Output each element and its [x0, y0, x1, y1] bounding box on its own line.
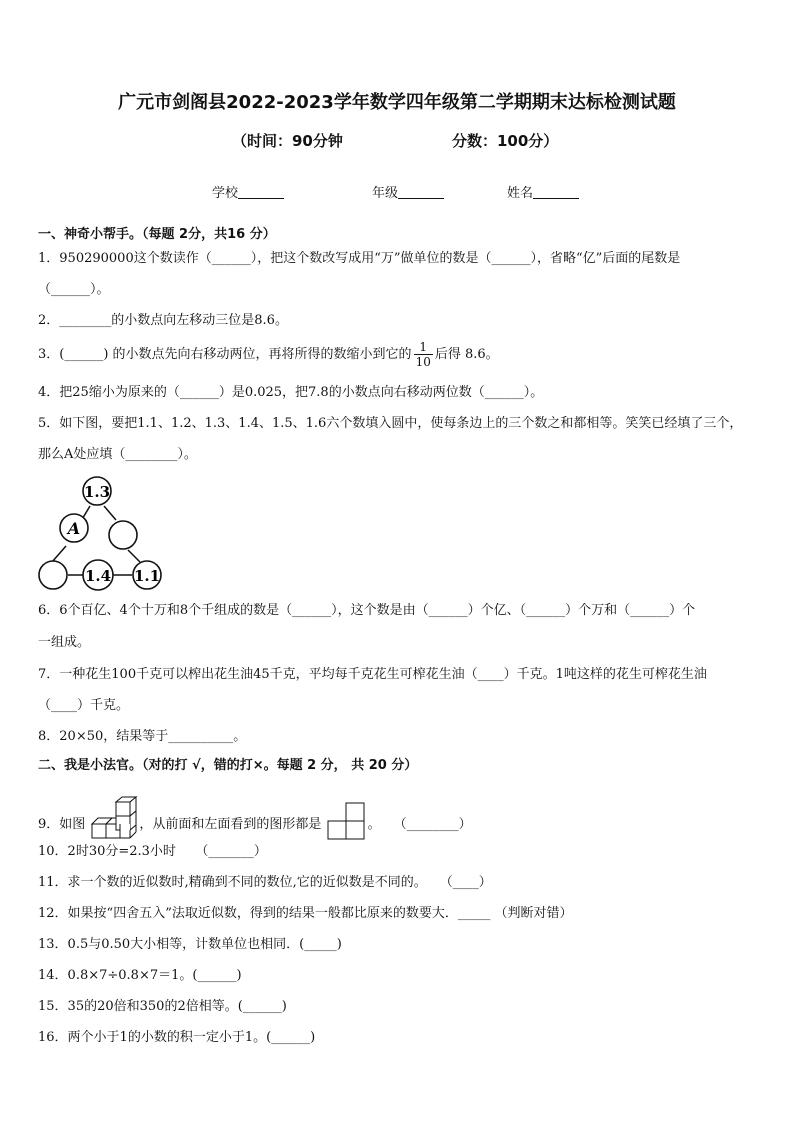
question-11: 11．求一个数的近似数时,精确到不同的数位,它的近似数是不同的。 （____）: [38, 875, 492, 890]
fraction: [414, 340, 433, 369]
question-5: 5．如下图，要把1.1、1.2、1.3、1.4、1.5、1.6六个数填入圆中，使每条边上的三个数之和都相等。笑笑已经填了三个，: [38, 416, 743, 431]
page-title: 广元市剑阁县2022-2023学年数学四年级第二学期期末达标检测试题: [118, 92, 676, 113]
label-bottom-right: 1.1: [133, 567, 161, 585]
question-6-cont: 一组成。: [38, 635, 91, 650]
circle-right-empty: [109, 521, 137, 549]
name-label: 姓名: [507, 186, 534, 201]
question-6: 6．6个百亿、4个十万和8个千组成的数是（______），这个数是由（______）个亿、（______）个万和（______）个: [38, 603, 696, 618]
question-13: 13．0.5与0.50大小相等，计数单位也相同．(_____): [38, 937, 342, 952]
question-3-tail: 后得 8.6。: [434, 347, 499, 362]
school-field: [212, 182, 284, 201]
question-5-cont: 那么A处应填（________）。: [38, 447, 197, 462]
exam-time: （时间：90分钟: [232, 132, 343, 150]
edge-right-top: [104, 506, 116, 520]
section-1-heading: 一、神奇小帮手。（每题 2分，共16 分）: [38, 227, 276, 242]
section-2-heading: 二、我是小法官。（对的打 √，错的打×。每题 2 分， 共 20 分）: [38, 758, 418, 773]
question-9: [38, 796, 472, 842]
question-4: 4．把25缩小为原来的（______）是0.025，把7.8的小数点向右移动两位数（______）。: [38, 385, 544, 400]
question-12: 12．如果按“四舍五入”法取近似数，得到的结果一般都比原来的数要大．_____ （判断对错）: [38, 906, 573, 921]
circle-bottom-left-empty: [39, 561, 67, 589]
question-8: 8．20×50，结果等于__________。: [38, 729, 247, 744]
question-3-text: 3．(______) 的小数点先向右移动两位，再将所得的数缩小到它的: [38, 347, 412, 362]
question-2: 2．________的小数点向左移动三位是8.6。: [38, 313, 288, 328]
cube-stack-icon: [90, 796, 138, 842]
edge-left-bottom: [52, 546, 66, 562]
school-blank: [238, 186, 284, 199]
question-14: 14．0.8×7÷0.8×7＝1。(______): [38, 968, 242, 983]
fraction-numerator: 1: [414, 340, 433, 355]
grade-label: 年级: [372, 186, 399, 201]
question-9-text: 9．如图: [38, 817, 86, 832]
question-1-cont: （______）。: [38, 282, 110, 297]
name-blank: [533, 186, 579, 199]
fraction-denominator: 10: [415, 355, 431, 369]
question-15: 15．35的20倍和350的2倍相等。(______): [38, 999, 287, 1014]
grade-field: [372, 182, 444, 201]
school-label: 学校: [212, 186, 239, 201]
question-3: [38, 340, 499, 369]
question-9-middle: ，从前面和左面看到的图形都是: [139, 817, 322, 832]
question-7-cont: （____）千克。: [38, 698, 130, 713]
exam-score: 分数：100分）: [452, 132, 559, 150]
view-shape-icon: [327, 800, 367, 840]
label-top: 1.3: [83, 483, 111, 501]
question-1: 1．950290000这个数读作（______），把这个数改写成用“万”做单位的数是（______），省略“亿”后面的尾数是: [38, 251, 681, 266]
question-10: 10．2时30分=2.3小时 （_______）: [38, 844, 267, 859]
question-9-tail: 。 （________）: [367, 817, 472, 832]
edge-right-bottom: [128, 550, 140, 562]
name-field: [507, 182, 579, 201]
question-7: 7．一种花生100千克可以榨出花生油45千克，平均每千克花生可榨花生油（____）千克。1吨这样的花生可榨花生油: [38, 667, 707, 682]
grade-blank: [398, 186, 444, 199]
question-16: 16．两个小于1的小数的积一定小于1。(______): [38, 1030, 316, 1045]
label-bottom-middle: 1.4: [84, 567, 112, 585]
label-a: A: [67, 519, 81, 538]
triangle-circle-figure: [36, 476, 166, 594]
